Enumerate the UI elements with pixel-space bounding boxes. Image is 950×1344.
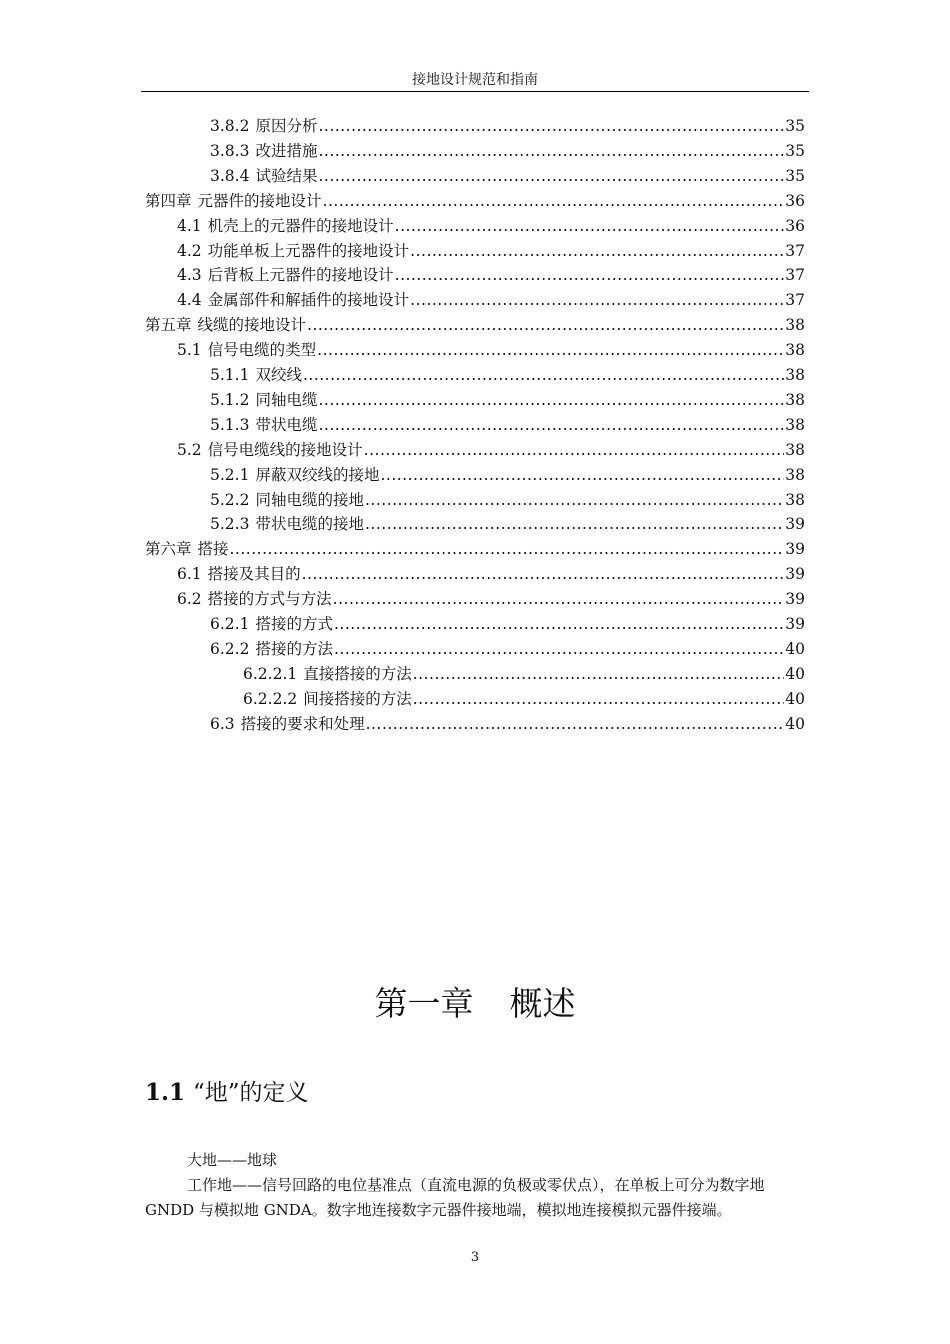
toc-entry-text: 同轴电缆的接地 (255, 490, 364, 509)
toc-entry-number: 5.2.3 (210, 515, 250, 534)
toc-entry-page: 40 (785, 714, 805, 733)
toc-entry-page: 37 (785, 241, 805, 260)
toc-entry-page: 39 (785, 565, 805, 584)
toc-entry-number: 5.2.2 (210, 490, 250, 509)
toc-entry-label (177, 288, 409, 313)
toc-entry-label (177, 587, 332, 612)
chapter-title (0, 982, 950, 1026)
page-header: 接地设计规范和指南 (412, 72, 538, 88)
toc-entry-text: 直接搭接的方法 (303, 664, 412, 683)
section-title (145, 1076, 309, 1110)
toc-entry-page: 38 (785, 341, 805, 360)
toc-entry[interactable] (145, 189, 805, 214)
toc-entry[interactable] (177, 438, 805, 463)
toc-entry-text: 搭接的方式 (255, 615, 333, 633)
toc-entry-label (177, 239, 409, 264)
toc-entry-text: 搭接的要求和处理 (240, 714, 365, 733)
toc-entry[interactable] (243, 687, 805, 712)
toc-entry-text: 信号电缆线的接地设计 (207, 440, 363, 459)
toc-entry-label (177, 214, 394, 239)
toc-entry-text: 原因分析 (255, 117, 318, 135)
toc-entry[interactable] (210, 512, 805, 537)
toc-entry-label (210, 363, 302, 388)
toc-leader-dots (364, 438, 785, 463)
toc-leader-dots (302, 562, 785, 587)
toc-entry[interactable] (177, 214, 805, 239)
toc-entry[interactable] (177, 338, 805, 363)
toc-entry-label (210, 139, 317, 164)
toc-entry-text: 带状电缆的接地 (255, 515, 364, 534)
toc-entry-label (210, 114, 317, 139)
toc-entry-number: 3.8.2 (210, 117, 250, 135)
toc-entry-label (210, 637, 333, 662)
toc-leader-dots (334, 637, 784, 662)
toc-entry-page: 38 (785, 490, 805, 509)
toc-entry[interactable] (210, 463, 805, 488)
toc-entry-label (210, 388, 317, 413)
toc-entry-page: 38 (785, 316, 805, 335)
toc-entry-number: 4.3 (177, 266, 202, 285)
toc-entry-number: 第六章 (145, 540, 192, 559)
toc-leader-dots (333, 587, 785, 612)
toc-entry[interactable] (210, 488, 805, 513)
toc-entry[interactable] (210, 139, 805, 164)
toc-entry[interactable] (243, 662, 805, 687)
toc-entry-page: 40 (785, 639, 805, 658)
toc-entry-number: 6.1 (177, 565, 202, 584)
toc-leader-dots (230, 537, 785, 562)
chapter-number: 第一章 (374, 984, 474, 1023)
toc-entry-number: 5.1.3 (210, 415, 250, 434)
toc-entry-text: 搭接的方法 (255, 639, 333, 658)
toc-leader-dots (318, 114, 784, 139)
toc-entry-number: 5.1.1 (210, 366, 250, 384)
toc-entry[interactable] (145, 537, 805, 562)
toc-entry-number: 6.2.2.1 (243, 664, 298, 683)
paragraph: 工作地——信号回路的电位基准点（直流电源的负极或零伏点），在单板上可分为数字地 GNDD 与模拟地 GNDA。数字地连接数字元器件接地端，模拟地连接模拟元器件接端。 (145, 1176, 765, 1219)
toc-leader-dots (317, 338, 784, 363)
toc-entry-text: 搭接及其目的 (207, 565, 301, 584)
toc-entry-page: 37 (785, 291, 805, 310)
toc-entry-number: 6.2.2 (210, 639, 250, 658)
toc-entry-page: 35 (785, 117, 805, 135)
toc-entry-page: 38 (785, 465, 805, 484)
toc-entry[interactable] (210, 164, 805, 189)
toc-entry-number: 5.2 (177, 440, 202, 459)
toc-entry-text: 功能单板上元器件的接地设计 (207, 241, 410, 260)
toc-entry-text: 带状电缆 (255, 415, 318, 434)
toc-entry-number: 5.2.1 (210, 465, 250, 484)
toc-entry-page: 38 (785, 440, 805, 459)
toc-leader-dots (303, 363, 784, 388)
toc-entry-number: 第四章 (145, 191, 192, 210)
toc-leader-dots (365, 512, 784, 537)
toc-entry-label (210, 512, 364, 537)
toc-entry-page: 38 (785, 415, 805, 434)
toc-entry[interactable] (177, 587, 805, 612)
section-name: “地”的定义 (193, 1080, 309, 1106)
toc-entry-text: 试验结果 (255, 166, 318, 185)
toc-entry-number: 6.2 (177, 590, 202, 609)
toc-entry[interactable] (210, 712, 805, 737)
toc-entry-number: 第五章 (145, 316, 192, 335)
toc-entry[interactable] (177, 239, 805, 264)
toc-entry[interactable] (210, 413, 805, 438)
toc-entry[interactable] (210, 637, 805, 662)
toc-leader-dots (410, 239, 784, 264)
toc-leader-dots (318, 413, 784, 438)
toc-entry-label (210, 712, 365, 737)
toc-leader-dots (334, 612, 784, 637)
toc-entry[interactable] (177, 263, 805, 288)
toc-entry-label (145, 313, 306, 338)
toc-leader-dots (318, 164, 784, 189)
toc-entry-text: 后背板上元器件的接地设计 (207, 266, 394, 285)
toc-entry-number: 5.1 (177, 341, 202, 360)
toc-entry-text: 金属部件和解插件的接地设计 (207, 291, 410, 310)
toc-entry-text: 信号电缆的类型 (207, 341, 317, 360)
toc-entry-number: 6.2.1 (210, 615, 250, 633)
toc-entry-page: 40 (785, 664, 805, 683)
toc-leader-dots (395, 263, 785, 288)
toc-leader-dots (318, 388, 784, 413)
toc-leader-dots (366, 712, 785, 737)
toc-leader-dots (307, 313, 784, 338)
toc-entry-label (177, 263, 394, 288)
toc-entry-label (177, 562, 301, 587)
toc-entry-page: 39 (785, 615, 805, 633)
toc-entry[interactable] (177, 288, 805, 313)
chapter-name: 概述 (509, 984, 576, 1023)
toc-entry-label (210, 488, 364, 513)
toc-entry-text: 元器件的接地设计 (197, 191, 322, 210)
toc-entry-text: 机壳上的元器件的接地设计 (207, 216, 394, 235)
toc-entry-number: 6.2.2.2 (243, 689, 298, 708)
toc-entry-label (210, 612, 333, 637)
toc-entry[interactable] (210, 388, 805, 413)
toc-entry-number: 3.8.3 (210, 141, 250, 160)
toc-entry-text: 线缆的接地设计 (197, 316, 307, 335)
toc-entry-number: 4.2 (177, 241, 202, 260)
toc-entry-label (177, 338, 316, 363)
toc-entry-label (177, 438, 363, 463)
toc-entry-text: 双绞线 (255, 366, 302, 384)
toc-leader-dots (395, 214, 785, 239)
toc-leader-dots (413, 662, 785, 687)
toc-entry-page: 37 (785, 266, 805, 285)
toc-entry-page: 39 (785, 515, 805, 534)
toc-entry[interactable] (210, 363, 805, 388)
toc-entry-label (210, 413, 317, 438)
toc-leader-dots (410, 288, 784, 313)
toc-entry-number: 4.1 (177, 216, 202, 235)
toc-leader-dots (318, 139, 784, 164)
toc-entry-text: 搭接的方式与方法 (207, 590, 332, 609)
section-number: 1.1 (145, 1079, 186, 1106)
toc-entry-page: 38 (785, 390, 805, 409)
toc-entry-label (145, 537, 229, 562)
toc-entry-number: 6.3 (210, 714, 235, 733)
toc-leader-dots (413, 687, 785, 712)
toc-entry-label (243, 687, 412, 712)
toc-leader-dots (365, 488, 784, 513)
toc-entry-page: 40 (785, 689, 805, 708)
toc-leader-dots (380, 463, 784, 488)
toc-entry-number: 5.1.2 (210, 390, 250, 409)
toc-entry-page: 35 (785, 141, 805, 160)
toc-entry-number: 3.8.4 (210, 166, 250, 185)
toc-entry[interactable] (177, 562, 805, 587)
toc-entry-number: 4.4 (177, 291, 202, 310)
toc-entry-page: 36 (785, 216, 805, 235)
toc-entry-text: 搭接 (197, 540, 229, 559)
toc-leader-dots (323, 189, 785, 214)
toc-entry-text: 同轴电缆 (255, 390, 318, 409)
toc-entry-text: 屏蔽双绞线的接地 (255, 465, 380, 484)
header-rule (141, 91, 809, 92)
toc-entry-text: 改进措施 (255, 141, 318, 160)
toc-entry[interactable] (210, 114, 805, 139)
toc-entry-label (145, 189, 322, 214)
toc-entry[interactable] (145, 313, 805, 338)
toc-entry-page: 36 (785, 191, 805, 210)
page-number: 3 (470, 1250, 480, 1265)
toc-entry-label (210, 463, 379, 488)
toc-entry-page: 35 (785, 166, 805, 185)
toc-entry-page: 38 (785, 366, 805, 384)
toc-entry[interactable] (210, 612, 805, 637)
toc-entry-page: 39 (785, 590, 805, 609)
toc-entry-text: 间接搭接的方法 (303, 689, 412, 708)
toc-entry-label (243, 662, 412, 687)
toc-entry-label (210, 164, 317, 189)
toc-entry-page: 39 (785, 540, 805, 559)
paragraph: 大地——地球 (187, 1151, 278, 1169)
